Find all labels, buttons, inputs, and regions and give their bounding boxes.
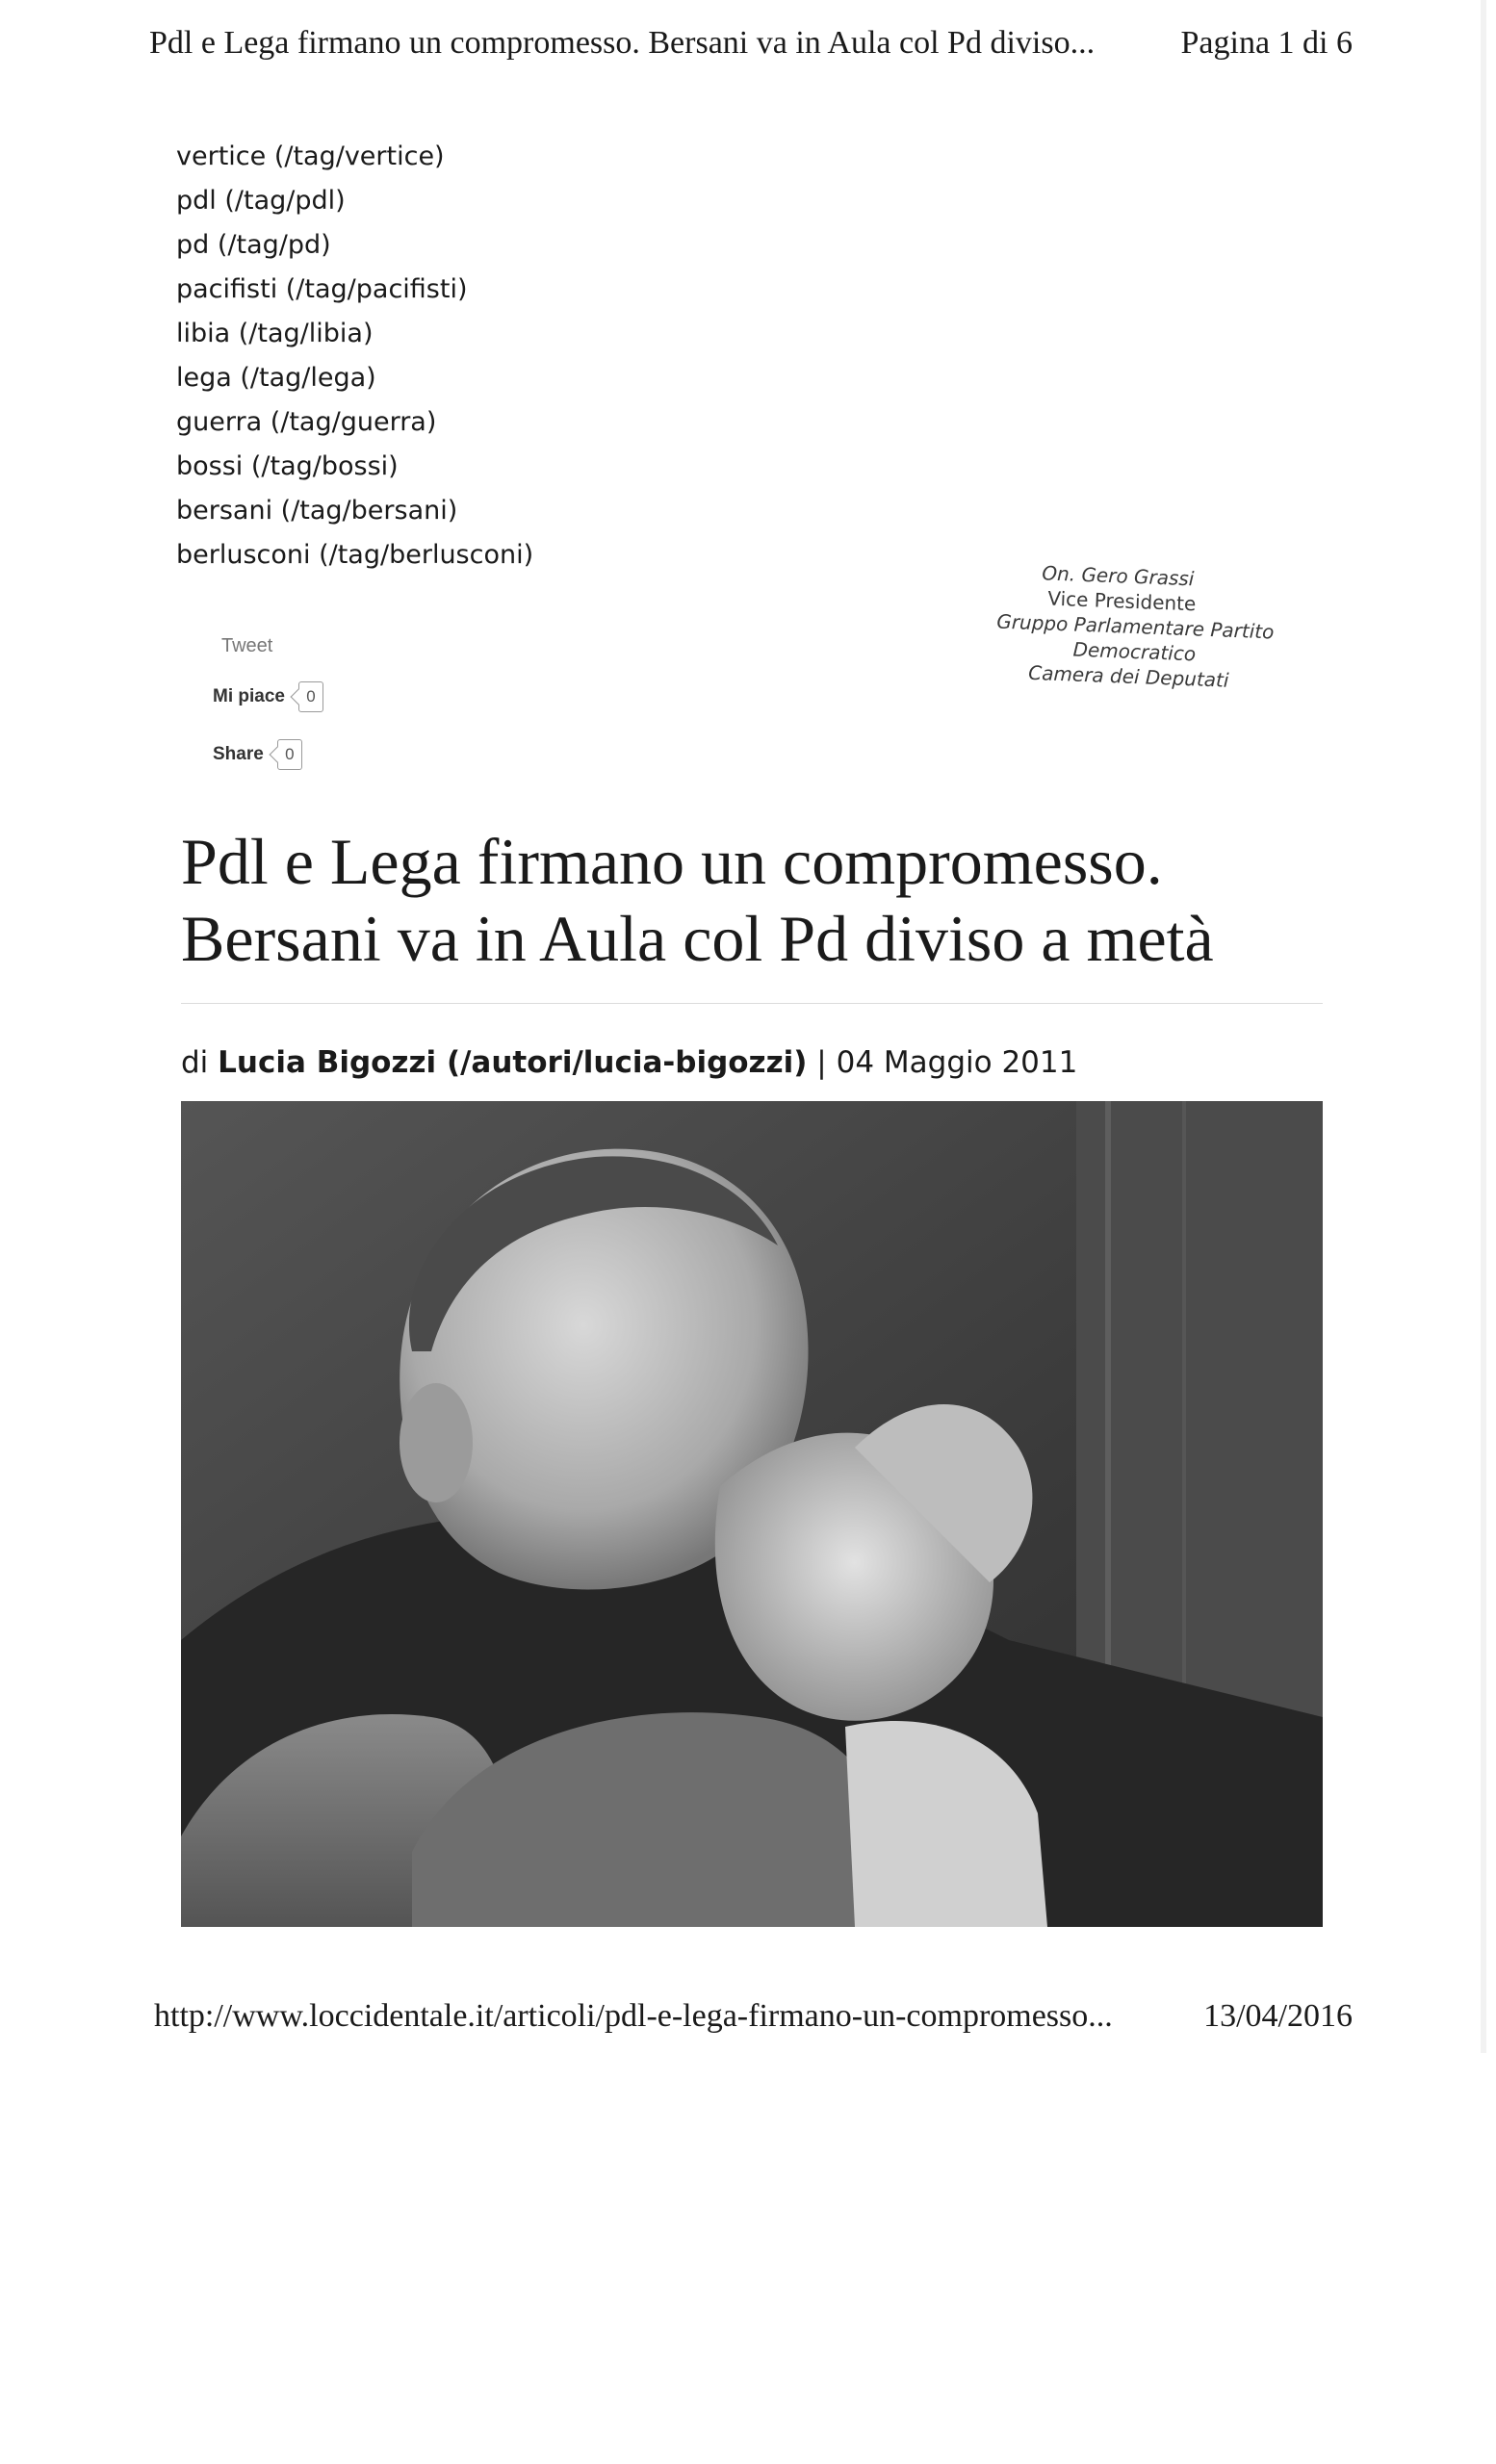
stamp-role: Vice Presidente (1046, 586, 1197, 616)
tag-link[interactable]: lega (/tag/lega) (176, 363, 376, 393)
print-header-title: Pdl e Lega firmano un compromesso. Bersani va in Aula col Pd diviso... (149, 25, 1096, 61)
print-footer-url: http://www.loccidentale.it/articoli/pdl-e-lega-firmano-un-compromesso... (154, 1998, 1113, 2034)
tag-list (176, 135, 533, 578)
print-header-page-number: Pagina 1 di 6 (1180, 25, 1353, 61)
tag-link[interactable]: vertice (/tag/vertice) (176, 141, 445, 171)
tag-link[interactable]: pdl (/tag/pdl) (176, 186, 346, 216)
tag-link[interactable]: guerra (/tag/guerra) (176, 407, 437, 437)
photo-illustration (181, 1101, 1323, 1927)
like-button[interactable] (213, 681, 323, 712)
share-button[interactable] (213, 739, 302, 770)
tag-link[interactable]: bossi (/tag/bossi) (176, 451, 399, 481)
article-date: 04 Maggio 2011 (836, 1045, 1078, 1080)
tweet-button[interactable]: Tweet (221, 635, 273, 656)
stamp-group: Gruppo Parlamentare Partito Democratico (995, 609, 1275, 666)
byline-prefix: di (181, 1045, 209, 1080)
print-header (149, 25, 1353, 62)
tag-link[interactable]: pacifisti (/tag/pacifisti) (176, 274, 468, 304)
print-footer-date: 13/04/2016 (1203, 1998, 1353, 2034)
deputy-stamp (931, 556, 1340, 697)
author-link[interactable]: Lucia Bigozzi (/autori/lucia-bigozzi) (218, 1045, 808, 1080)
like-count: 0 (298, 681, 323, 712)
share-label: Share (213, 744, 264, 764)
share-count: 0 (277, 739, 302, 770)
tag-link[interactable]: bersani (/tag/bersani) (176, 496, 458, 526)
byline (181, 1045, 1077, 1080)
tag-link[interactable]: berlusconi (/tag/berlusconi) (176, 540, 534, 570)
article-title-line-1: Pdl e Lega firmano un compromesso. (181, 825, 1163, 898)
like-label: Mi piace (213, 686, 285, 706)
tag-link[interactable]: libia (/tag/libia) (176, 319, 374, 348)
article-title-line-2: Bersani va in Aula col Pd diviso a metà (181, 902, 1214, 975)
byline-separator: | (816, 1045, 827, 1080)
stamp-name: On. Gero Grassi (1041, 561, 1195, 591)
article-title (181, 823, 1365, 977)
title-divider (181, 1003, 1323, 1004)
tag-link[interactable]: pd (/tag/pd) (176, 230, 331, 260)
article-photo (181, 1101, 1323, 1927)
print-footer (154, 1998, 1353, 2035)
stamp-chamber: Camera dei Deputati (1027, 660, 1229, 692)
